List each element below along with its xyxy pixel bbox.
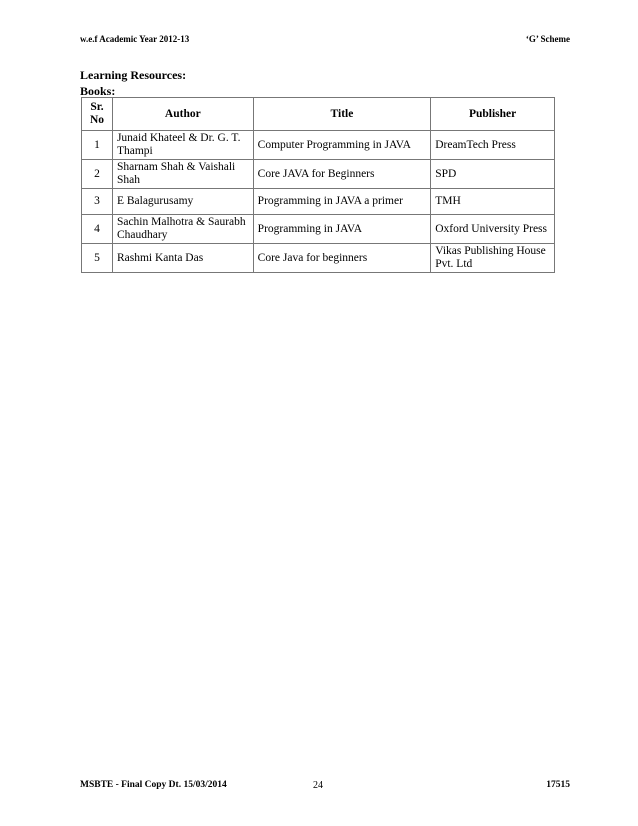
cell-title: Programming in JAVA	[253, 215, 431, 244]
cell-publisher: TMH	[431, 189, 555, 215]
section-title: Learning Resources:	[80, 68, 187, 82]
table-row	[82, 215, 555, 244]
table-row	[82, 160, 555, 189]
cell-author: Junaid Khateel & Dr. G. T. Thampi	[112, 131, 253, 160]
cell-sr-no: 2	[82, 160, 113, 189]
cell-title: Core Java for beginners	[253, 244, 431, 273]
cell-title: Computer Programming in JAVA	[253, 131, 431, 160]
column-header-sr-no: Sr. No	[82, 98, 113, 131]
header-academic-year: w.e.f Academic Year 2012-13	[80, 34, 190, 44]
cell-author: E Balagurusamy	[112, 189, 253, 215]
cell-publisher: Vikas Publishing House Pvt. Ltd	[431, 244, 555, 273]
cell-sr-no: 3	[82, 189, 113, 215]
column-header-publisher: Publisher	[431, 98, 555, 131]
books-table	[81, 97, 555, 273]
cell-title: Core JAVA for Beginners	[253, 160, 431, 189]
cell-publisher: SPD	[431, 160, 555, 189]
cell-title: Programming in JAVA a primer	[253, 189, 431, 215]
cell-sr-no: 1	[82, 131, 113, 160]
footer-course-code: 17515	[546, 780, 570, 790]
cell-sr-no: 5	[82, 244, 113, 273]
table-row	[82, 244, 555, 273]
footer-page-number: 24	[313, 780, 323, 791]
table-header-row	[82, 98, 555, 131]
column-header-author: Author	[112, 98, 253, 131]
cell-sr-no: 4	[82, 215, 113, 244]
cell-author: Sachin Malhotra & Saurabh Chaudhary	[112, 215, 253, 244]
table-row	[82, 189, 555, 215]
header-scheme: ‘G’ Scheme	[525, 34, 570, 44]
subsection-title: Books:	[80, 84, 116, 98]
table-row	[82, 131, 555, 160]
cell-publisher: Oxford University Press	[431, 215, 555, 244]
cell-author: Sharnam Shah & Vaishali Shah	[112, 160, 253, 189]
footer-copy-date: MSBTE - Final Copy Dt. 15/03/2014	[80, 780, 227, 790]
column-header-title: Title	[253, 98, 431, 131]
cell-publisher: DreamTech Press	[431, 131, 555, 160]
cell-author: Rashmi Kanta Das	[112, 244, 253, 273]
